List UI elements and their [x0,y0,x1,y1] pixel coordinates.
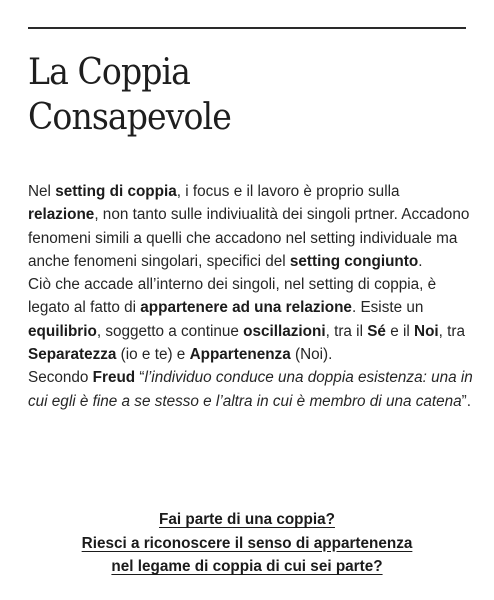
text-run: , soggetto a continue [96,322,244,340]
bold-term-appartenenza: Appartenenza [189,346,291,364]
text-run: Ciò che accade all’interno dei singoli, nel setting di coppia, è legato al fatto di [28,276,437,317]
paragraph-setting-di-coppia [28,180,474,273]
bold-term-separatezza: Separatezza [28,346,117,364]
text-run: Nel [28,183,56,200]
paragraph-freud-quote [28,366,474,413]
text-run: , i focus e il lavoro è proprio sulla [176,183,400,200]
text-run: . Esiste un [351,299,424,317]
title-line-1: La Coppia [28,52,191,93]
text-run: “ [135,369,145,387]
text-run: (io e te) e [116,346,190,364]
question-line-2: Riesci a riconoscere il senso di appartenenza [81,534,413,552]
bold-term-oscillazioni: oscillazioni [243,322,326,340]
freud-quote: l’individuo conduce una doppia esistenza: una in cui egli è fine a se stesso e l’altra in cui è membro di una catena [28,369,473,410]
text-run: ”. [461,392,472,410]
page-title [28,50,231,140]
bold-term-noi: Noi [414,322,439,340]
closing-questions [0,508,494,579]
title-line-2: Consapevole [28,97,231,138]
question-line-3: nel legame di coppia di cui sei parte? [111,558,383,575]
text-run: , tra il [325,322,368,340]
bold-term-setting-congiunto: setting congiunto [289,252,419,270]
bold-term-relazione: relazione [28,206,95,224]
text-run: (Noi). [290,346,333,364]
top-divider [28,27,466,29]
bold-term-freud: Freud [92,369,136,387]
bold-term-se: Sé [367,322,386,340]
bold-term-equilibrio: equilibrio [28,322,97,340]
question-line-1: Fai parte di una coppia? [159,511,335,528]
text-run: e il [385,322,415,340]
article-body [28,180,474,413]
text-run: Secondo [28,369,93,387]
text-run: , non tanto sulle indiviualità dei singoli prtner. Accadono fenomeni simili a quelli che accadono nel setting individuale ma anche fenomeni singolari, specifici del [28,206,470,270]
bold-term-setting-di-coppia: setting di coppia [55,183,177,200]
paragraph-appartenenza [28,273,474,366]
bold-term-appartenere: appartenere ad una relazione [140,299,352,317]
text-run: , tra [438,322,466,340]
text-run: . [418,252,423,270]
